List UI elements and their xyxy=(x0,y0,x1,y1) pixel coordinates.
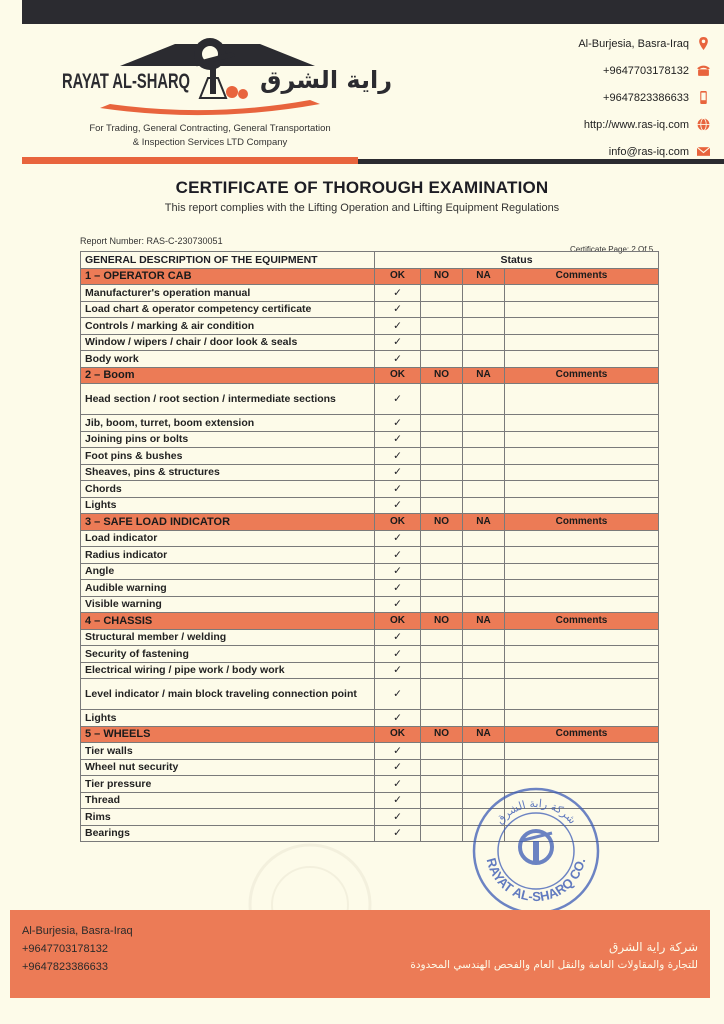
na-cell xyxy=(463,448,505,465)
table-row xyxy=(81,759,659,776)
comments-cell xyxy=(505,662,659,679)
na-cell xyxy=(463,351,505,368)
no-cell xyxy=(421,646,463,663)
table-row xyxy=(81,351,659,368)
ok-check-icon: ✓ xyxy=(375,792,421,809)
item-label: Foot pins & bushes xyxy=(81,448,375,465)
ok-check-icon: ✓ xyxy=(375,547,421,564)
globe-icon xyxy=(697,118,710,131)
table-row xyxy=(81,301,659,318)
table-row xyxy=(81,662,659,679)
inspection-table xyxy=(80,251,659,842)
item-label: Load indicator xyxy=(81,530,375,547)
col-comments-label: Comments xyxy=(505,613,659,630)
document-subtitle: This report complies with the Lifting Operation and Lifting Equipment Regulations xyxy=(164,202,560,214)
no-cell xyxy=(421,384,463,415)
ok-check-icon: ✓ xyxy=(375,679,421,710)
no-cell xyxy=(421,759,463,776)
table-row xyxy=(81,743,659,760)
section-title: 2 – Boom xyxy=(81,367,375,384)
table-row xyxy=(81,448,659,465)
header-description: GENERAL DESCRIPTION OF THE EQUIPMENT xyxy=(81,252,375,269)
header-status: Status xyxy=(375,252,659,269)
no-cell xyxy=(421,563,463,580)
tagline-line-1: For Trading, General Contracting, General Transportation xyxy=(89,123,331,134)
col-no-label: NO xyxy=(421,514,463,531)
no-cell xyxy=(421,464,463,481)
no-cell xyxy=(421,792,463,809)
header-divider xyxy=(22,157,724,164)
no-cell xyxy=(421,530,463,547)
col-na-label: NA xyxy=(463,268,505,285)
item-label: Manufacturer's operation manual xyxy=(81,285,375,302)
table-row xyxy=(81,497,659,514)
col-no-label: NO xyxy=(421,726,463,743)
ok-check-icon: ✓ xyxy=(375,431,421,448)
col-ok-label: OK xyxy=(375,268,421,285)
comments-cell xyxy=(505,759,659,776)
item-label: Tier pressure xyxy=(81,776,375,793)
item-label: Chords xyxy=(81,481,375,498)
ok-check-icon: ✓ xyxy=(375,759,421,776)
col-ok-label: OK xyxy=(375,367,421,384)
table-header-row xyxy=(81,252,659,269)
section-header-row xyxy=(81,514,659,531)
contact-block xyxy=(578,30,710,165)
col-no-label: NO xyxy=(421,613,463,630)
item-label: Bearings xyxy=(81,825,375,842)
comments-cell xyxy=(505,596,659,613)
no-cell xyxy=(421,497,463,514)
contact-phone-1 xyxy=(578,57,710,84)
no-cell xyxy=(421,710,463,727)
no-cell xyxy=(421,679,463,710)
comments-cell xyxy=(505,384,659,415)
col-na-label: NA xyxy=(463,367,505,384)
comments-cell xyxy=(505,431,659,448)
footer-arabic xyxy=(410,938,698,974)
comments-cell xyxy=(505,497,659,514)
comments-cell xyxy=(505,679,659,710)
table-row xyxy=(81,530,659,547)
footer-ar-line-1: شركة راية الشرق xyxy=(609,940,698,954)
item-label: Thread xyxy=(81,792,375,809)
table-row xyxy=(81,596,659,613)
item-label: Radius indicator xyxy=(81,547,375,564)
section-title: 5 – WHEELS xyxy=(81,726,375,743)
no-cell xyxy=(421,285,463,302)
no-cell xyxy=(421,547,463,564)
table-row xyxy=(81,679,659,710)
footer-bar xyxy=(10,910,710,998)
no-cell xyxy=(421,629,463,646)
col-ok-label: OK xyxy=(375,514,421,531)
ok-check-icon: ✓ xyxy=(375,464,421,481)
item-label: Lights xyxy=(81,497,375,514)
section-header-row xyxy=(81,367,659,384)
col-comments-label: Comments xyxy=(505,726,659,743)
footer-phone-1: +9647703178132 xyxy=(22,943,108,955)
ok-check-icon: ✓ xyxy=(375,497,421,514)
ok-check-icon: ✓ xyxy=(375,809,421,826)
comments-cell xyxy=(505,530,659,547)
na-cell xyxy=(463,481,505,498)
na-cell xyxy=(463,563,505,580)
comments-cell xyxy=(505,285,659,302)
na-cell xyxy=(463,710,505,727)
na-cell xyxy=(463,497,505,514)
section-title: 3 – SAFE LOAD INDICATOR xyxy=(81,514,375,531)
certificate-page: Certificate Page: 2 Of 5 xyxy=(570,245,654,254)
ok-check-icon: ✓ xyxy=(375,629,421,646)
col-na-label: NA xyxy=(463,726,505,743)
section-title: 4 – CHASSIS xyxy=(81,613,375,630)
top-dark-bar xyxy=(22,0,724,24)
item-label: Security of fastening xyxy=(81,646,375,663)
na-cell xyxy=(463,530,505,547)
footer-ar-line-2: للتجارة والمقاولات العامة والنقل العام والفحص الهندسي المحدودة xyxy=(410,959,698,971)
ok-check-icon: ✓ xyxy=(375,646,421,663)
ok-check-icon: ✓ xyxy=(375,351,421,368)
na-cell xyxy=(463,580,505,597)
ok-check-icon: ✓ xyxy=(375,743,421,760)
stamp-text-ar: شركة راية الشرق xyxy=(493,796,579,827)
comments-cell xyxy=(505,448,659,465)
na-cell xyxy=(463,464,505,481)
table-row xyxy=(81,646,659,663)
na-cell xyxy=(463,415,505,432)
no-cell xyxy=(421,301,463,318)
item-label: Tier walls xyxy=(81,743,375,760)
col-na-label: NA xyxy=(463,613,505,630)
comments-cell xyxy=(505,318,659,335)
na-cell xyxy=(463,318,505,335)
no-cell xyxy=(421,431,463,448)
comments-cell xyxy=(505,547,659,564)
ok-check-icon: ✓ xyxy=(375,481,421,498)
na-cell xyxy=(463,301,505,318)
comments-cell xyxy=(505,301,659,318)
col-no-label: NO xyxy=(421,268,463,285)
table-row xyxy=(81,285,659,302)
item-label: Level indicator / main block traveling connection point xyxy=(81,679,375,710)
table-row xyxy=(81,384,659,415)
comments-cell xyxy=(505,464,659,481)
table-row xyxy=(81,334,659,351)
table-row xyxy=(81,415,659,432)
no-cell xyxy=(421,351,463,368)
section-header-row xyxy=(81,726,659,743)
ok-check-icon: ✓ xyxy=(375,530,421,547)
na-cell xyxy=(463,679,505,710)
contact-address xyxy=(578,30,710,57)
no-cell xyxy=(421,662,463,679)
no-cell xyxy=(421,580,463,597)
ok-check-icon: ✓ xyxy=(375,563,421,580)
email-text[interactable]: info@ras-iq.com xyxy=(608,145,689,158)
na-cell xyxy=(463,431,505,448)
na-cell xyxy=(463,285,505,302)
col-na-label: NA xyxy=(463,514,505,531)
comments-cell xyxy=(505,629,659,646)
na-cell xyxy=(463,662,505,679)
no-cell xyxy=(421,809,463,826)
na-cell xyxy=(463,334,505,351)
address-text: Al-Burjesia, Basra-Iraq xyxy=(578,37,689,50)
item-label: Electrical wiring / pipe work / body work xyxy=(81,662,375,679)
col-comments-label: Comments xyxy=(505,514,659,531)
na-cell xyxy=(463,384,505,415)
table-row xyxy=(81,563,659,580)
footer-contacts xyxy=(22,922,133,976)
no-cell xyxy=(421,318,463,335)
website-text[interactable]: http://www.ras-iq.com xyxy=(583,118,689,131)
section-header-row xyxy=(81,613,659,630)
ok-check-icon: ✓ xyxy=(375,776,421,793)
table-row xyxy=(81,547,659,564)
item-label: Lights xyxy=(81,710,375,727)
item-label: Window / wipers / chair / door look & seals xyxy=(81,334,375,351)
item-label: Audible warning xyxy=(81,580,375,597)
table-row xyxy=(81,431,659,448)
table-row xyxy=(81,580,659,597)
telephone-icon xyxy=(697,64,710,77)
company-tagline xyxy=(40,122,380,150)
comments-cell xyxy=(505,580,659,597)
comments-cell xyxy=(505,351,659,368)
item-label: Rims xyxy=(81,809,375,826)
mobile-phone-icon xyxy=(697,91,710,104)
section-header-row xyxy=(81,268,659,285)
comments-cell xyxy=(505,481,659,498)
report-number: Report Number: RAS-C-230730051 xyxy=(80,236,223,246)
item-label: Controls / marking & air condition xyxy=(81,318,375,335)
phone-2-text: +9647823386633 xyxy=(603,91,689,104)
contact-phone-2 xyxy=(578,84,710,111)
item-label: Body work xyxy=(81,351,375,368)
item-label: Load chart & operator competency certificate xyxy=(81,301,375,318)
ok-check-icon: ✓ xyxy=(375,580,421,597)
no-cell xyxy=(421,825,463,842)
contact-website xyxy=(578,111,710,138)
footer-phone-2: +9647823386633 xyxy=(22,961,108,973)
logo-name-en: RAYAT AL-SHARQ xyxy=(62,70,190,93)
logo-name-ar: راية الشرق xyxy=(260,66,393,94)
no-cell xyxy=(421,776,463,793)
location-pin-icon xyxy=(697,37,710,50)
comments-cell xyxy=(505,710,659,727)
na-cell xyxy=(463,629,505,646)
item-label: Wheel nut security xyxy=(81,759,375,776)
no-cell xyxy=(421,481,463,498)
ok-check-icon: ✓ xyxy=(375,825,421,842)
col-ok-label: OK xyxy=(375,613,421,630)
col-comments-label: Comments xyxy=(505,367,659,384)
comments-cell xyxy=(505,415,659,432)
ok-check-icon: ✓ xyxy=(375,301,421,318)
no-cell xyxy=(421,448,463,465)
col-no-label: NO xyxy=(421,367,463,384)
comments-cell xyxy=(505,563,659,580)
footer-address: Al-Burjesia, Basra-Iraq xyxy=(22,925,133,937)
comments-cell xyxy=(505,334,659,351)
na-cell xyxy=(463,743,505,760)
na-cell xyxy=(463,759,505,776)
ok-check-icon: ✓ xyxy=(375,285,421,302)
tagline-line-2: & Inspection Services LTD Company xyxy=(132,137,288,148)
comments-cell xyxy=(505,743,659,760)
phone-1-text: +9647703178132 xyxy=(603,64,689,77)
na-cell xyxy=(463,596,505,613)
item-label: Joining pins or bolts xyxy=(81,431,375,448)
na-cell xyxy=(463,547,505,564)
col-ok-label: OK xyxy=(375,726,421,743)
ok-check-icon: ✓ xyxy=(375,596,421,613)
company-logo xyxy=(60,26,393,121)
item-label: Angle xyxy=(81,563,375,580)
item-label: Visible warning xyxy=(81,596,375,613)
ok-check-icon: ✓ xyxy=(375,662,421,679)
ok-check-icon: ✓ xyxy=(375,334,421,351)
comments-cell xyxy=(505,646,659,663)
document-title: CERTIFICATE OF THOROUGH EXAMINATION xyxy=(175,178,549,197)
table-row xyxy=(81,710,659,727)
no-cell xyxy=(421,415,463,432)
table-row xyxy=(81,629,659,646)
table-row xyxy=(81,481,659,498)
col-comments-label: Comments xyxy=(505,268,659,285)
no-cell xyxy=(421,743,463,760)
table-row xyxy=(81,464,659,481)
ok-check-icon: ✓ xyxy=(375,710,421,727)
stamp-text-en: RAYAT AL-SHARQ CO. xyxy=(483,856,589,905)
item-label: Structural member / welding xyxy=(81,629,375,646)
ok-check-icon: ✓ xyxy=(375,384,421,415)
stamp-gear-icon xyxy=(520,831,552,863)
no-cell xyxy=(421,334,463,351)
ok-check-icon: ✓ xyxy=(375,415,421,432)
ok-check-icon: ✓ xyxy=(375,318,421,335)
no-cell xyxy=(421,596,463,613)
item-label: Head section / root section / intermediate sections xyxy=(81,384,375,415)
ok-check-icon: ✓ xyxy=(375,448,421,465)
section-title: 1 – OPERATOR CAB xyxy=(81,268,375,285)
na-cell xyxy=(463,646,505,663)
item-label: Sheaves, pins & structures xyxy=(81,464,375,481)
table-row xyxy=(81,318,659,335)
company-stamp xyxy=(470,785,602,917)
item-label: Jib, boom, turret, boom extension xyxy=(81,415,375,432)
